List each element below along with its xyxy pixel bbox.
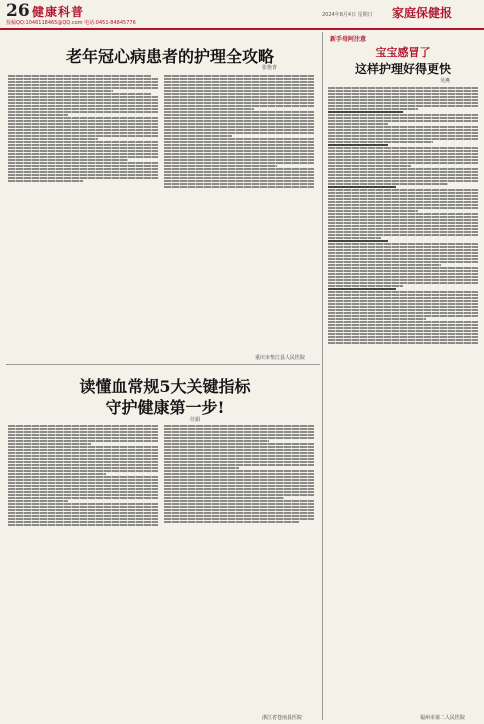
contact-info: 投稿QQ:1046118465@QQ.com 电话:0451-84845776 bbox=[6, 20, 136, 26]
article2-column-1 bbox=[8, 424, 158, 716]
article3-kicker: 新手母阿注意 bbox=[330, 36, 367, 43]
article1-source: 重庆市垫江县人民医院 bbox=[255, 355, 306, 361]
article1-column-2 bbox=[164, 74, 314, 360]
article2-author: 任娟 bbox=[190, 417, 201, 423]
page-number: 26 bbox=[6, 1, 30, 21]
article1-title: 老年冠心病患者的护理全攻略 bbox=[65, 47, 274, 66]
column-divider bbox=[322, 32, 323, 720]
page-header bbox=[0, 0, 484, 30]
article3-title-line1: 宝宝感冒了 bbox=[375, 46, 431, 59]
newspaper-brand: 家庭保健报 bbox=[392, 6, 453, 20]
article2-title-line2: 守护健康第一步! bbox=[105, 398, 225, 417]
article-divider bbox=[6, 364, 320, 365]
section-title: 健康科普 bbox=[32, 5, 85, 19]
article3-column bbox=[328, 86, 478, 708]
article2-source: 浙江省苍南县医院 bbox=[262, 715, 303, 721]
article2-title-line1: 读懂血常规5大关键指标 bbox=[79, 377, 251, 396]
article3-source: 福州市第二人民医院 bbox=[420, 715, 466, 721]
article3-author: 吴燕 bbox=[440, 78, 451, 84]
article1-author: 张艳青 bbox=[262, 65, 278, 71]
issue-date: 2024年8月4日 星期日 bbox=[322, 12, 373, 18]
article2-column-2 bbox=[164, 424, 314, 716]
article3-title-line2: 这样护理好得更快 bbox=[354, 62, 451, 76]
article1-column-1 bbox=[8, 74, 158, 360]
